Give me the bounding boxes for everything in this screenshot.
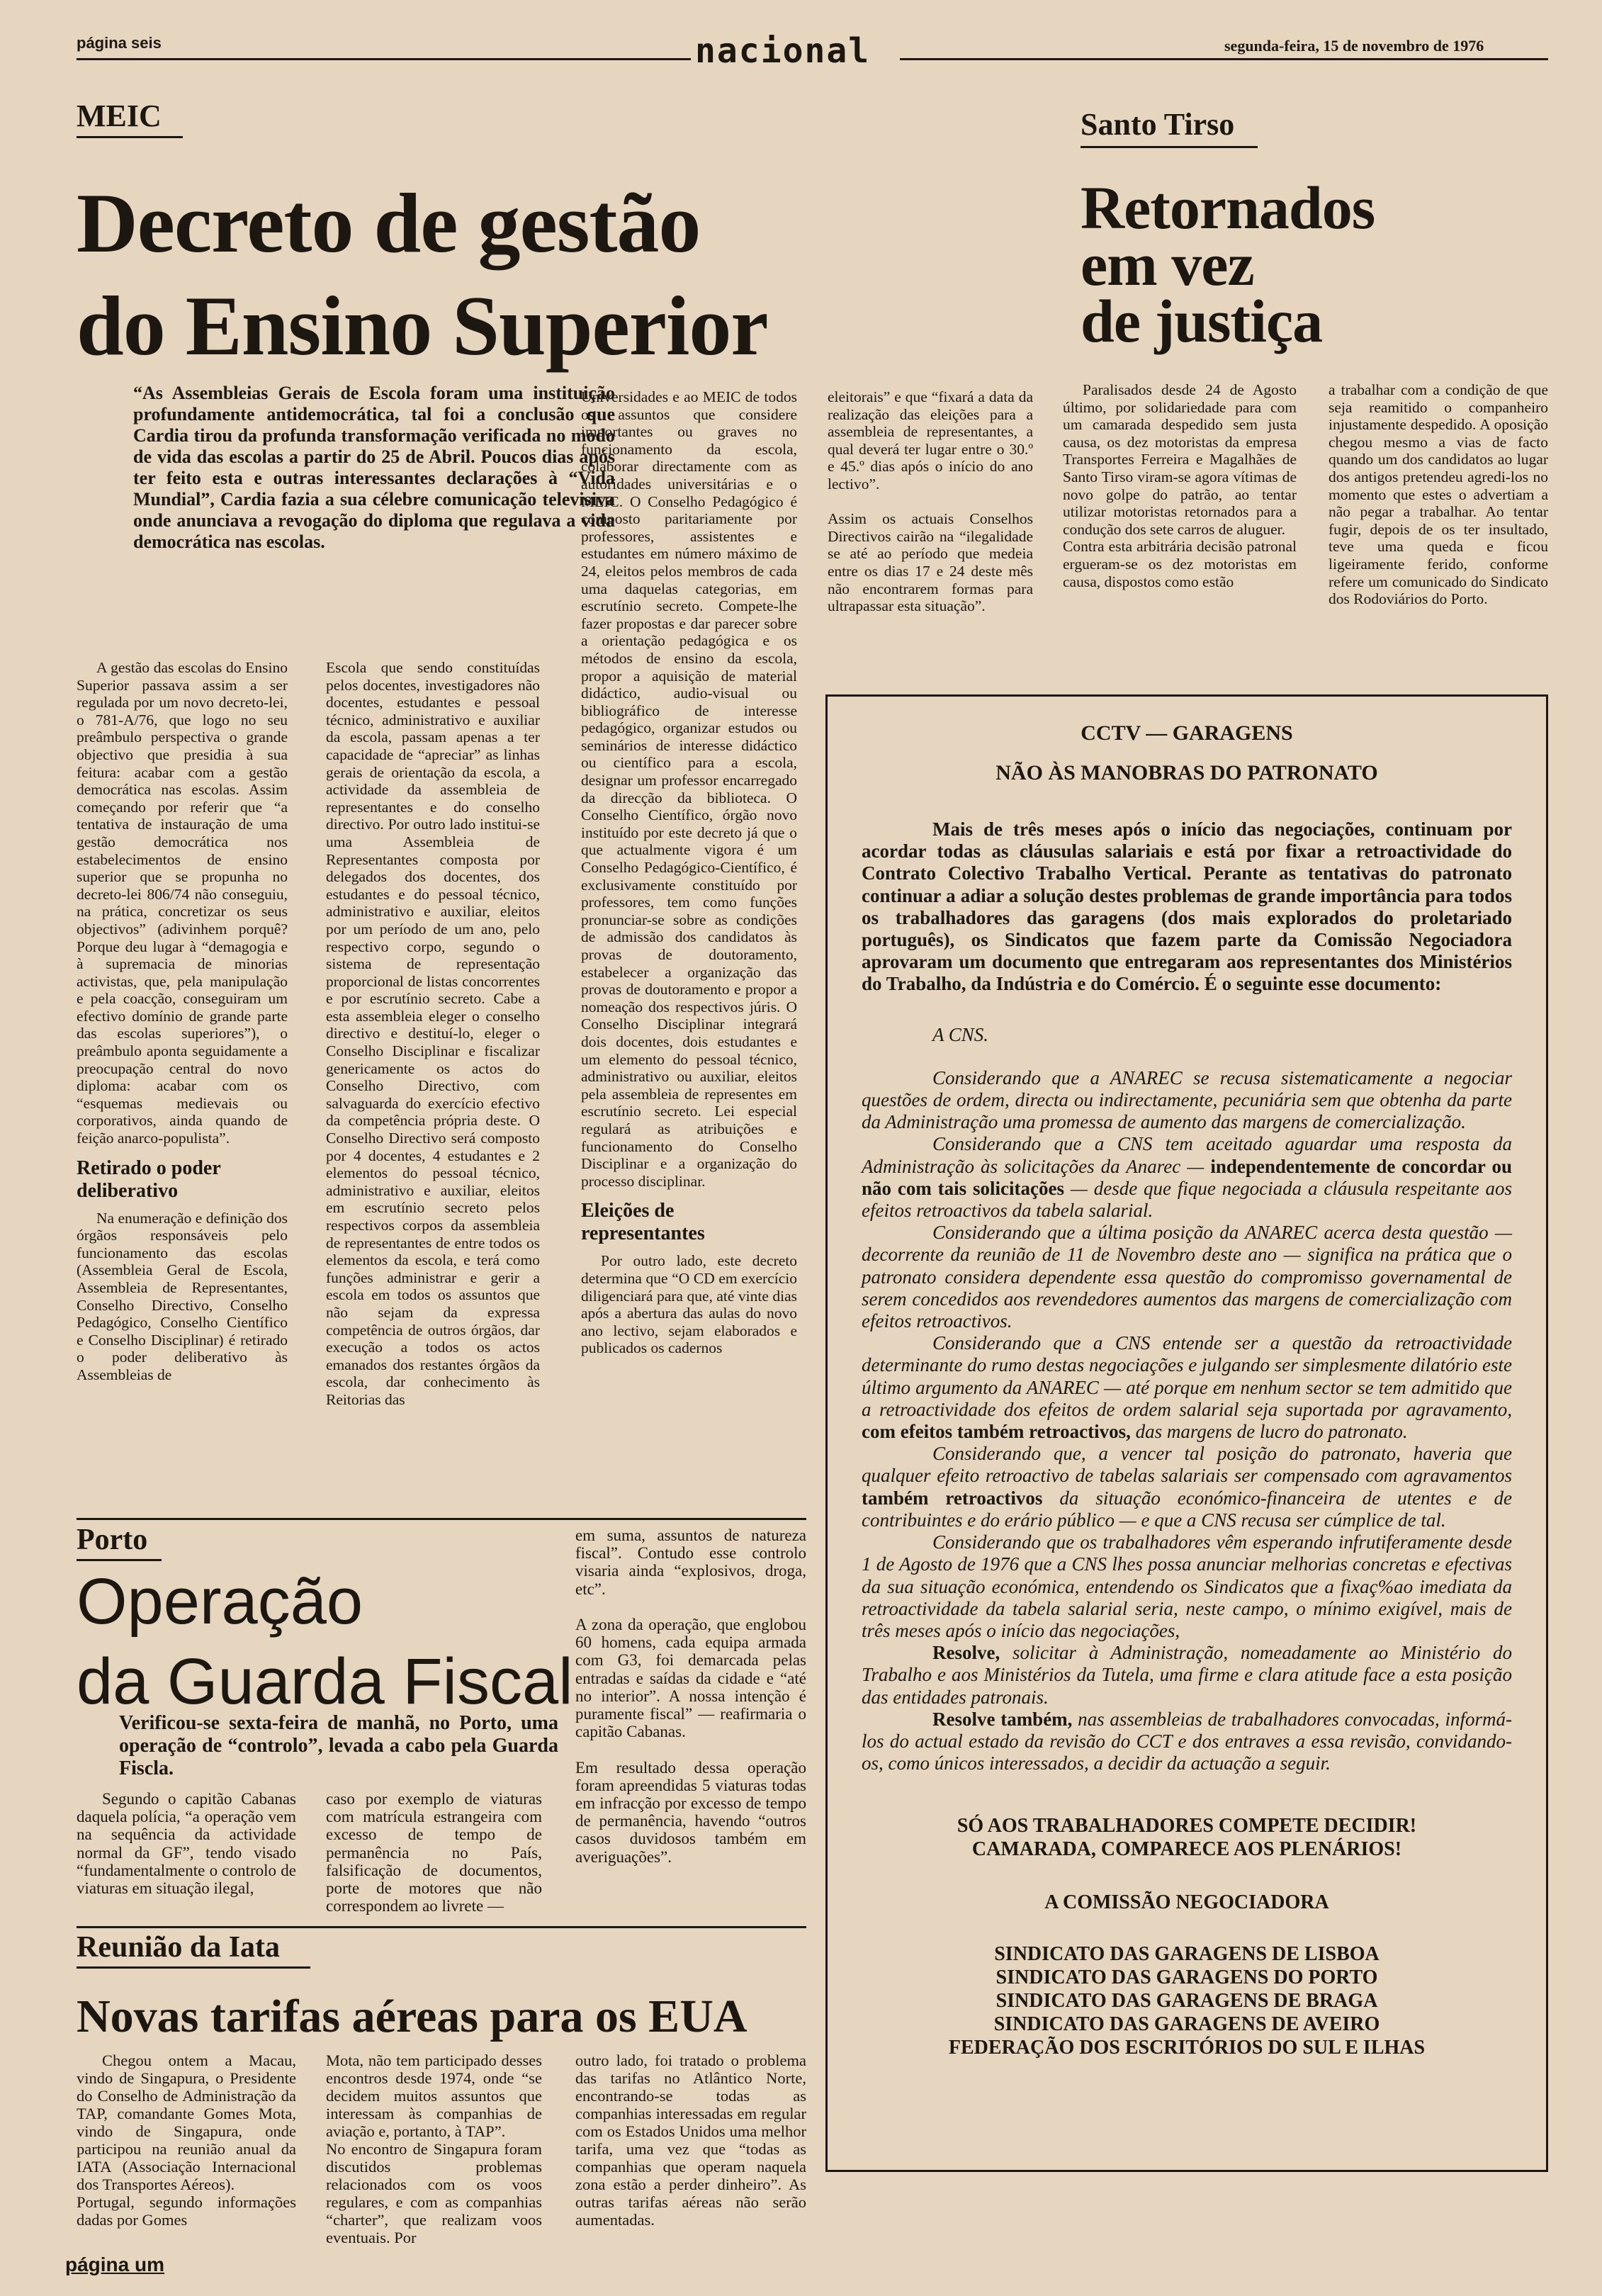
paragraph: eleitorais” e que “fixará a data da realização das eleições para a assembleia de representantes, a qual deverá ter lugar entre o 30.º e 45.º dias após o início do ano lectivo”. Assim os actuais Conselhos Directivos cairão na “ilegalidade se até ao período que medeia entre os dias 17 e 24 deste mês não encontrarem formas para ultrapassar esta situação”. xyxy=(828,388,1033,615)
paragraph: Na enumeração e definição dos órgãos responsáveis pelo funcionamento das escolas (Assembleia Geral de Escola, Assembleia de Representantes, Conselho Directivo, Conselho Pedagógico, Conselho Científico e Conselho Disciplinar) é retirado o poder deliberativo às Assembleias de xyxy=(77,1209,288,1383)
paragraph: em suma, assuntos de natureza fiscal”. Contudo esse controlo visaria ainda “explosivos, droga, etc”. A zona da operação, que englobou 60 homens, cada equipa armada com G3, foi demarcada pelas entradas e saídas da cidade e “até no interior”. A nossa intenção é puramente fiscal” — reafirmaria o capitão Cabanas. Em resultado dessa operação foram apreendidas 5 viaturas todas em infracção por excesso de tempo de permanência, havendo “outros casos duvidosos também em averiguações”. xyxy=(575,1526,806,1866)
column-2 xyxy=(326,659,540,1409)
masthead-rule-left xyxy=(77,58,700,60)
kicker-rule xyxy=(77,1559,162,1561)
emphasis: com efeitos também retroactivos, xyxy=(862,1421,1131,1443)
headline: Novas tarifas aéreas para os EUA xyxy=(77,1991,748,2042)
slogans xyxy=(862,1814,1512,1861)
text: Considerando que, a vencer tal posição do patronato, haveria que qualquer efeito retroactivo de tabelas salariais ser compensado com agravamentos xyxy=(862,1443,1512,1487)
slogan: CAMARADA, COMPARECE AOS PLENÁRIOS! xyxy=(971,1838,1402,1861)
signature: A COMISSÃO NEGOCIADORA xyxy=(1044,1891,1329,1914)
cctv-notice-box xyxy=(825,694,1548,2172)
issue-date: segunda-feira, 15 de novembro de 1976 xyxy=(1224,37,1484,55)
notice-intro xyxy=(862,818,1512,996)
notice-subtitle: NÃO ÀS MANOBRAS DO PATRONATO xyxy=(995,761,1378,784)
intro-text: Mais de três meses após o início das negociações, continuam por acordar todas as cláusulas salariais e está por fixar a retroactividade do Contrato Colectivo Trabalho Vertical. Perante as tentativas do patronato continuar a adiar a solução destes problemas de grande importância para todos os trabalhadores das garagens (dos mais explorados do proletariado português), os Sindicatos que fazem parte da Comissão Negociadora aprovaram um documento que entregaram aos representantes dos Ministérios do Trabalho, da Indústria e do Comércio. É o seguinte esse documento: xyxy=(862,818,1512,995)
emphasis: independentemente de concordar ou não com tais solicitações xyxy=(862,1155,1512,1199)
paragraph: Considerando que os trabalhadores vêm esperando infrutiferamente desde 1 de Agosto de 1976 que a CNS lhes possa anunciar melhorias concretas e efectivas da sua situação económica, entendendo os Sindicatos que a fixaç%ao imediata da retroactividade da tabela salarial seria, neste campo, o mínimo exigível, mais de três meses após o início das negociações, xyxy=(862,1531,1512,1641)
headline-line3: de justiça xyxy=(1081,287,1323,355)
kicker: Reunião da Iata xyxy=(77,1931,281,1964)
section-title: nacional xyxy=(691,31,874,71)
union-name: SINDICATO DAS GARAGENS DO PORTO xyxy=(995,1966,1378,1989)
section-divider xyxy=(77,1926,806,1928)
paragraph: A gestão das escolas do Ensino Superior passava assim a ser regulada por um novo decreto-lei, o 781-A/76, que logo no seu preâmbulo perspectiva o grande objectivo que presidia à sua feitura: acabar com a gestão democrática nas escolas. Assim começando por referir que “a tentativa de instauração de uma gestão democrática nos estabelecimentos de ensino superior que se propunha no decreto-lei 806/74 não conseguiu, na prática, concretizar os seus objectivos” (adivinhem porquê? Porque deu lugar à “demagogia e à supremacia de minorias activistas, que, pela manipulação e pela coacção, conseguiram um efectivo domínio de grande parte das escolas superiores”), o preâmbulo aponta seguidamente a preocupação central do novo diploma: acabar com os “esquemas medievais ou corporativos, ainda quando de feição anarco-populista”. xyxy=(77,659,288,1147)
kicker-rule xyxy=(77,1966,310,1969)
paragraph: Chegou ontem a Macau, vindo de Singapura, o Presidente do Conselho de Administração da TAP, comandante Gomes Mota, vindo de Singapura, onde participou na reunião anual da IATA (Associação Internacional dos Transportes Aéreos). Portugal, segundo informações dadas por Gomes xyxy=(77,2052,296,2229)
paragraph: a trabalhar com a condição de que seja reamitido o companheiro injustamente despedido. A oposição chegou mesmo a vias de facto quando um dos candidatos ao lugar dos antigos pretendeu agredi-los no momento que estes o advertiam a não pegar a trabalhar. Ao tentar fugir, depois de os ter insultado, teve uma queda e ficou ligeiramente ferido, conforme refere um comunicado do Sindicato dos Rodoviários do Porto. xyxy=(1329,381,1548,608)
paragraph xyxy=(862,1443,1512,1531)
headline-line1: Decreto de gestão xyxy=(77,176,701,270)
text: Considerando que a CNS tem aceitado aguardar uma resposta da Administração às solicitações da Anarec — xyxy=(862,1133,1512,1177)
emphasis: também retroactivos xyxy=(862,1487,1043,1509)
porto-column-3 xyxy=(575,1526,806,1866)
masthead xyxy=(0,0,1602,78)
union-name: SINDICATO DAS GARAGENS DE BRAGA xyxy=(995,1990,1378,2013)
text: solicitar à Administração, nomeadamente ao Ministério do Trabalho e aos Ministérios da Tutela, uma firme e clara atitude face a esta posição das entidades patronais. xyxy=(862,1642,1513,1708)
paragraph: Universidades e ao MEIC de todos os assuntos que considere importantes ou graves no funcionamento da escola, colaborar directamente com as autoridades universitárias e o MEIC. O Conselho Pedagógico é composto paritariamente por professores, assistentes e estudantes em número máximo de 24, eleitos pelos membros de cada uma daquelas categorias, em escrutínio secreto. Compete-lhe fazer propostas e dar parecer sobre a orientação pedagógica e os métodos de ensino da escola, propor a aquisição de material didáctico, audio-visual ou bibliográfico de interesse pedagógico, organizar estudos ou seminários de interesse didáctico ou científico para a escola, designar um professor encarregado da direcção da biblioteca. O Conselho Científico, órgão novo instituído por este decreto já que o que actualmente vigora é um Conselho Pedagógico-Científico, é exclusivamente constituído por professores, tem como funções pronunciar-se sobre as condições de admissão dos candidatos às provas de doutoramento, estabelecer a organização das provas de doutoramento e propor a nomeação dos respectivos júris. O Conselho Disciplinar integrará dois docentes, dois estudantes e um elemento do pessoal técnico, administrativo ou auxiliar, eleitos pela assembleia de representes em escrutínio secreto. Lei especial regulará as atribuições e funcionamento do Conselho Disciplinar e a organização do processo disciplinar. xyxy=(581,388,797,1190)
subheading: Eleições de representantes xyxy=(581,1200,705,1245)
kicker: Santo Tirso xyxy=(1081,107,1235,142)
headline-line2: do Ensino Superior xyxy=(77,278,768,373)
kicker: MEIC xyxy=(77,99,162,133)
emphasis: Resolve, xyxy=(932,1642,1000,1664)
union-name: SINDICATO DAS GARAGENS DE LISBOA xyxy=(994,1943,1380,1966)
paragraph: Mota, não tem participado desses encontros desde 1974, onde “se decidem muitos assuntos que interessam às companhias de aviação e, portanto, à TAP”. No encontro de Singapura foram discutidos problemas relacionados com os voos regulares, e com as companhias “charter”, que realizam voos eventuais. Por xyxy=(326,2052,542,2246)
slogan: SÓ AOS TRABALHADORES COMPETE DECIDIR! xyxy=(957,1815,1417,1838)
column-1 xyxy=(77,659,288,1384)
union-name: FEDERAÇÃO DOS ESCRITÓRIOS DO SUL E ILHAS xyxy=(948,2037,1426,2059)
section-divider xyxy=(77,1518,806,1520)
headline-line1: Retornados xyxy=(1081,174,1375,242)
tirso-column-1 xyxy=(1063,381,1297,590)
notice-body xyxy=(862,1067,1512,1775)
iata-column-1 xyxy=(77,2052,296,2229)
text: — desde que fique negociada a cláusula respeitante aos efeitos retroactivos da tabela salarial. xyxy=(862,1177,1513,1222)
lede: “As Assembleias Gerais de Escola foram uma instituição profundamente antidemocrática, tal foi a conclusão que Cardia tirou da profunda transformação verificada no modo de vida das escolas a partir do 25 de Abril. Poucos dias após ter feito esta e outras interessantes declarações à “Vida Mundial”, Cardia fazia a sua célebre comunicação televisiva onde anunciava a revogação do diploma que regulava a vida democrática nas escolas. xyxy=(133,383,615,552)
iata-column-2 xyxy=(326,2052,542,2246)
text: das margens de lucro do patronato. xyxy=(1135,1421,1408,1443)
page-number: página seis xyxy=(77,34,162,52)
column-4 xyxy=(828,388,1033,615)
notice-addressee: A CNS. xyxy=(932,1023,989,1045)
union-list xyxy=(862,1942,1512,2059)
porto-column-1 xyxy=(77,1790,296,1897)
paragraph: Paralisados desde 24 de Agosto último, por solidariedade para com um camarada despedido sem justa causa, os dez motoristas da empresa Transportes Ferreira e Magalhães de Santo Tirso viram-se agora vítimas de novo golpe do patrão, ao tentar utilizar motoristas retornados para a condução dos sete carros de aluguer. Contra esta arbitrária decisão patronal ergueram-se os dez motoristas em causa, dispostos como estão xyxy=(1063,381,1297,590)
kicker-rule xyxy=(1081,146,1258,148)
paragraph xyxy=(862,1133,1512,1222)
headline-line2: em vez xyxy=(1081,230,1254,298)
subheading: Retirado o poder deliberativo xyxy=(77,1157,221,1202)
column-3 xyxy=(581,388,797,1357)
porto-column-2 xyxy=(326,1790,542,1915)
paragraph: Escola que sendo constituídas pelos docentes, investigadores não docentes, estudantes e pessoal técnico, administrativo e auxiliar da escola, passam apenas a ter capacidade de “apreciar” as linhas gerais de orientação da escola, a actividade da assembleia de representantes e do conselho directivo. Por outro lado institui-se uma Assembleia de Representantes composta por delegados dos docentes, dos estudantes e do pessoal técnico, administrativo e auxiliar, eleitos por um período de um ano, pelo respectivo corpo, segundo o sistema de representação proporcional de listas concorrentes e por escrutínio secreto. Cabe a esta assembleia eleger o conselho directivo e destituí-lo, eleger o Conselho Disciplinar e fiscalizar genericamente os actos do Conselho Directivo, com salvaguarda do exercício efectivo da competência própria deste. O Conselho Directivo será composto por 4 docentes, 4 estudantes e 2 elementos do pessoal técnico, administrativo e auxiliar, eleitos em escrutínio secreto pelos respectivos corpos da assembleia de representantes de entre todos os elementos da escola, e terá como funções administrar e gerir a escola em todos os assuntos que não sejam da expressa competência de outros órgãos, dar execução a todos os actos emanados dos restantes órgãos da escola, dar conhecimento às Reitorias das xyxy=(326,659,540,1408)
kicker: Porto xyxy=(77,1524,148,1556)
text: nas assembleias de trabalhadores convocadas, informá-los do actual estado da revisão do CCT e dos entraves a essa revisão, convidando-os, como únicos interessados, a decidir da actuação a seguir. xyxy=(862,1708,1513,1774)
text: Considerando que a CNS entende ser a questão da retroactividade determinante do rumo destas negociações e julgando ser simplesmente dilatório este último argumento da ANAREC — até porque em nenhum sector se tem admitido que a retroactividade dos efeitos de ordem salarial seja suportada por agravamento, xyxy=(862,1332,1512,1420)
headline-line1: Operação xyxy=(77,1565,363,1638)
article-porto xyxy=(77,1524,806,1928)
tirso-column-2 xyxy=(1329,381,1548,608)
headline-line2: da Guarda Fiscal xyxy=(77,1645,573,1718)
paragraph: Por outro lado, este decreto determina que “O CD em exercício diligenciará para que, até vinte dias após a abertura das aulas do novo ano lectivo, sejam elaborados e publicados os cadernos xyxy=(581,1252,797,1357)
paragraph xyxy=(862,1642,1512,1709)
paragraph: Considerando que a última posição da ANAREC acerca desta questão — decorrente da reunião de 11 de Novembro deste ano — significa na prática que o patronato considera dependente essa questão do compromisso governamental de serem concedidos aos revendedores aumentos das margens de comercialização com efeitos retroactivos. xyxy=(862,1222,1512,1332)
iata-column-3 xyxy=(575,2052,806,2229)
emphasis: Resolve também, xyxy=(932,1708,1073,1730)
notice-title: CCTV — GARAGENS xyxy=(1081,721,1293,745)
paragraph xyxy=(862,1332,1512,1443)
masthead-rule-right xyxy=(900,58,1548,60)
paragraph: Considerando que a ANAREC se recusa sistematicamente a negociar questões de ordem, directa ou indirectamente, pecuniária sem que obtenha da parte da Administração uma promessa de aumento das margens de comercialização. xyxy=(862,1067,1512,1133)
article-iata xyxy=(77,1931,806,2250)
kicker-rule xyxy=(77,136,183,138)
paragraph xyxy=(862,1709,1512,1775)
text: da situação económico-financeira de utentes e de contribuintes e do erário público — e que a CNS recusa ser cúmplice de tal. xyxy=(862,1487,1512,1531)
paragraph: Segundo o capitão Cabanas daquela polícia, “a operação vem na sequência da actividade normal da GF”, tendo visado “fundamentalmente o controlo de viaturas em situação ilegal, xyxy=(77,1790,296,1898)
paragraph: caso por exemplo de viaturas com matrícula estrangeira com excesso de tempo de permanência no País, falsificação de documentos, porte de motores que não correspondem ao livrete — xyxy=(326,1790,542,1915)
union-name: SINDICATO DAS GARAGENS DE AVEIRO xyxy=(993,2013,1380,2036)
paragraph: outro lado, foi tratado o problema das tarifas no Atlântico Norte, encontrando-se todas as companhias interessadas em regular com os Estados Unidos uma melhor tarifa, uma vez que “todas as companhias que operam naquela zona estão a perder dinheiro”. As outras tarifas aéreas não serão aumentadas. xyxy=(575,2052,806,2229)
lede: Verificou-se sexta-feira de manhã, no Porto, uma operação de “controlo”, levada a cabo pela Guarda Fiscla. xyxy=(119,1712,558,1779)
footer-page-label: página um xyxy=(65,2253,165,2275)
